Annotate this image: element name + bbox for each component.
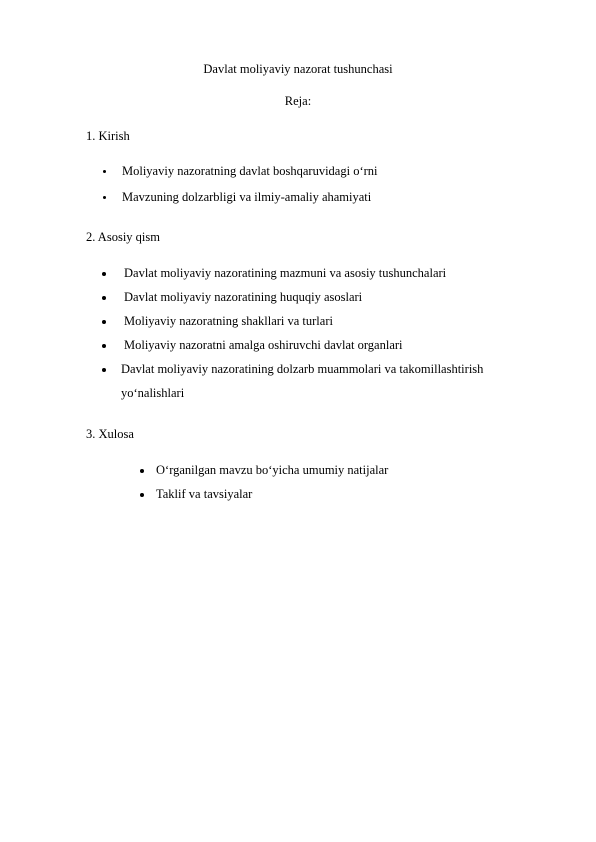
bullet-icon: [102, 272, 106, 276]
bullet-icon: [102, 296, 106, 300]
list-item: Moliyaviy nazoratning davlat boshqaruvidagi o‘rni: [122, 164, 378, 178]
list-item: Davlat moliyaviy nazoratining mazmuni va asosiy tushunchalari: [124, 266, 447, 280]
list-item: Mavzuning dolzarbligi va ilmiy-amaliy ahamiyati: [122, 190, 372, 204]
section-heading-main: 2. Asosiy qism: [86, 230, 160, 244]
list-item: Moliyaviy nazoratning shakllari va turlari: [124, 314, 333, 328]
bullet-icon: [102, 320, 106, 324]
list-item: O‘rganilgan mavzu bo‘yicha umumiy natijalar: [156, 463, 389, 477]
plan-label: Reja:: [284, 94, 312, 108]
bullet-icon: [103, 196, 106, 199]
bullet-icon: [140, 469, 144, 473]
bullet-icon: [140, 493, 144, 497]
bullet-icon: [102, 368, 106, 372]
bullet-icon: [102, 344, 106, 348]
document-title: Davlat moliyaviy nazorat tushunchasi: [203, 62, 393, 76]
section-heading-conclusion: 3. Xulosa: [86, 427, 134, 441]
list-item: Taklif va tavsiyalar: [156, 487, 253, 501]
list-item: Moliyaviy nazoratni amalga oshiruvchi davlat organlari: [124, 338, 403, 352]
list-item: Davlat moliyaviy nazoratining huquqiy asoslari: [124, 290, 363, 304]
section-heading-intro: 1. Kirish: [86, 129, 130, 143]
list-item: Davlat moliyaviy nazoratining dolzarb muammolari va takomillashtirish: [121, 362, 484, 376]
bullet-icon: [103, 170, 106, 173]
list-item-continuation: yo‘nalishlari: [121, 386, 185, 400]
